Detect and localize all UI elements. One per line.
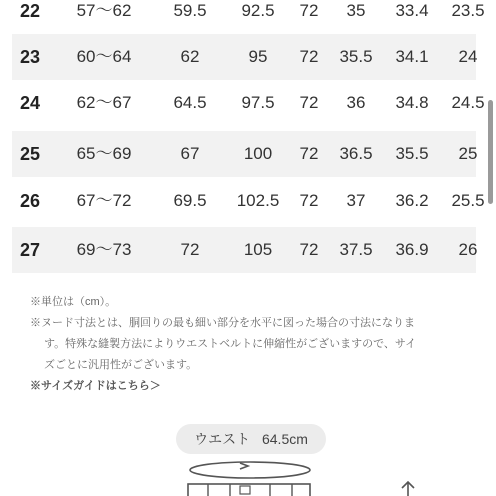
- scrollbar-thumb[interactable]: [488, 100, 493, 204]
- nude-range-cell: 57〜62: [76, 1, 132, 20]
- value-cell: 34.1: [395, 47, 429, 66]
- pants-waist-illustration: [0, 420, 496, 496]
- table-row: [12, 131, 476, 177]
- value-cell: 37.5: [339, 240, 373, 259]
- size-cell: 23: [20, 47, 41, 67]
- table-row: [12, 80, 485, 126]
- value-cell: 95: [248, 47, 268, 66]
- value-cell: 69.5: [173, 191, 207, 210]
- value-cell: 72: [299, 93, 319, 112]
- size-cell: 22: [20, 1, 41, 21]
- value-cell: 67: [180, 144, 200, 163]
- size-cell: 27: [20, 240, 41, 260]
- nude-size-note-cont: す。特殊な縫製方法によりウエストベルトに伸縮性がございますので、サイ: [44, 338, 417, 350]
- value-cell: 72: [299, 240, 319, 259]
- nude-range-cell: 60〜64: [76, 47, 132, 66]
- value-cell: 59.5: [173, 1, 207, 20]
- value-cell: 25: [458, 144, 478, 163]
- nude-range-cell: 65〜69: [76, 144, 132, 163]
- value-cell: 62: [180, 47, 200, 66]
- value-cell: 37: [346, 191, 366, 210]
- value-cell: 100: [243, 144, 273, 163]
- nude-range-cell: 69〜73: [76, 240, 132, 259]
- value-cell: 36: [346, 93, 366, 112]
- size-cell: 24: [20, 93, 41, 113]
- nude-range-cell: 67〜72: [76, 191, 132, 210]
- table-row: [12, 0, 485, 34]
- value-cell: 35.5: [395, 144, 429, 163]
- value-cell: 72: [299, 47, 319, 66]
- value-cell: 34.8: [395, 93, 429, 112]
- size-notes: [30, 292, 480, 397]
- value-cell: 36.2: [395, 191, 429, 210]
- value-cell: 36.5: [339, 144, 373, 163]
- nude-range-cell: 62〜67: [76, 93, 132, 112]
- value-cell: 26: [458, 240, 478, 259]
- size-cell: 25: [20, 144, 41, 164]
- table-row: [12, 178, 485, 224]
- size-guide-link[interactable]: ※サイズガイドはこちら＞: [30, 380, 161, 392]
- value-cell: 72: [299, 191, 319, 210]
- value-cell: 33.4: [395, 1, 429, 20]
- value-cell: 24.5: [451, 93, 485, 112]
- value-cell: 35: [346, 1, 366, 20]
- waist-label: ウエスト: [194, 431, 251, 447]
- value-cell: 102.5: [236, 191, 280, 210]
- value-cell: 24: [458, 47, 478, 66]
- value-cell: 72: [299, 144, 319, 163]
- value-cell: 25.5: [451, 191, 485, 210]
- value-cell: 64.5: [173, 93, 207, 112]
- value-cell: 97.5: [241, 93, 275, 112]
- value-cell: 72: [180, 240, 200, 259]
- size-cell: 26: [20, 191, 41, 211]
- unit-note: ※単位は（cm）。: [30, 296, 117, 308]
- value-cell: 36.9: [395, 240, 429, 259]
- table-row: [12, 227, 476, 273]
- value-cell: 92.5: [241, 1, 275, 20]
- waist-diagram: [0, 420, 496, 496]
- value-cell: 35.5: [339, 47, 373, 66]
- value-cell: 72: [299, 1, 319, 20]
- waist-value: 64.5cm: [261, 431, 308, 447]
- value-cell: 105: [243, 240, 273, 259]
- value-cell: 23.5: [451, 1, 485, 20]
- nude-size-note: ※ヌード寸法とは、胴回りの最も細い部分を水平に図った場合の寸法になりま: [30, 317, 415, 329]
- nude-size-note-cont: ズごとに汎用性がございます。: [44, 359, 198, 371]
- table-row: [12, 34, 476, 80]
